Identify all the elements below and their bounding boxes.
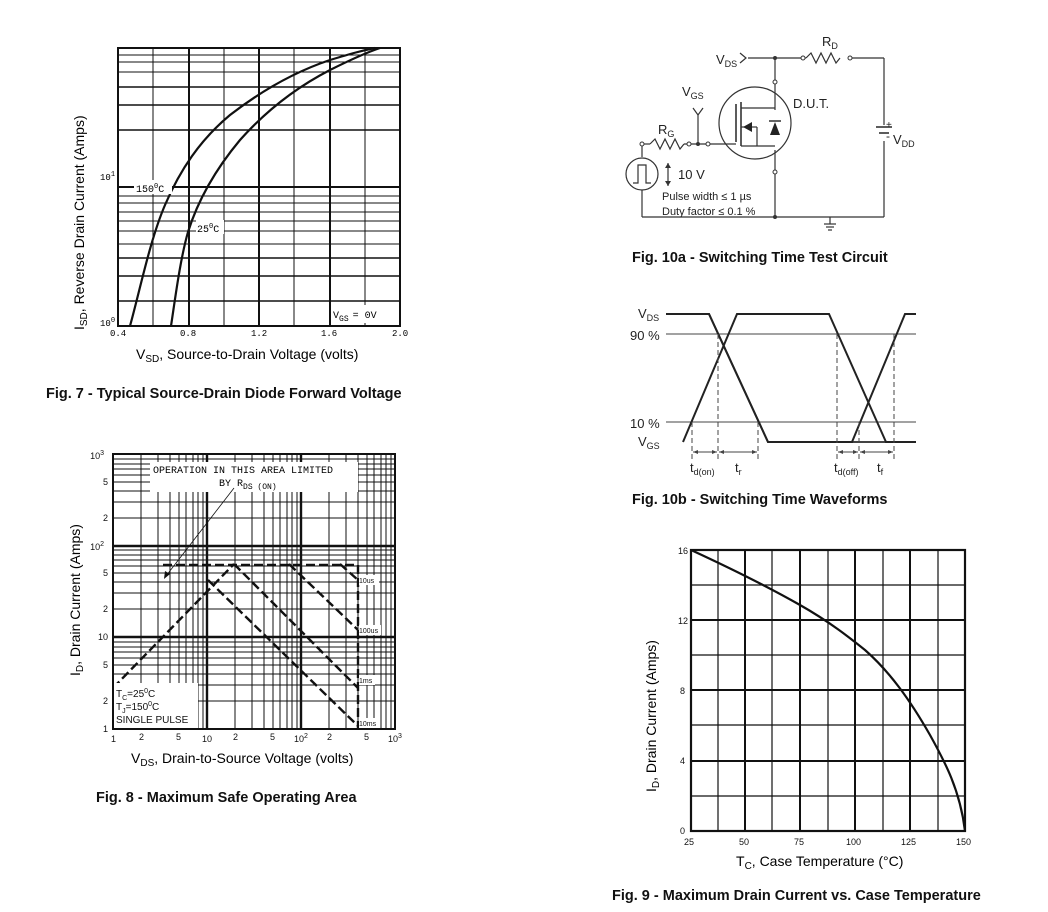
fig9-ytick: 0 [680,826,686,836]
fig7-chart [0,0,480,420]
fig9-xlabel: $T_C$, Case Temperature (°C) [736,853,904,872]
fig8-ytick: 5 [102,477,108,487]
tc-condition: $T_C=25^0C$ [116,688,156,702]
fig8-xlabel: $V_{DS}$, Drain-to-Source Voltage (volts) [131,750,354,769]
fig7-xlabel: $V_{SD}$, Source-to-Drain Voltage (volts) [136,346,359,365]
fig7-xtick: 2.0 [392,329,409,339]
rds-on-annotation: OPERATION IN THIS AREA LIMITED [153,466,334,477]
rg-label: $R_G$ [658,122,675,139]
fig9-xtick: 50 [739,837,750,847]
fig8-ytick: 5 [102,568,108,578]
diode-icon [770,122,780,135]
fig8-chart [0,440,480,820]
fig10b-caption: Fig. 10b - Switching Time Waveforms [632,492,888,508]
fig8-ytick: $10^2$ [90,541,104,552]
fig8-ytick: 2 [102,696,108,706]
fig9-plot [600,530,1048,912]
fig9-xtick: 150 [956,837,972,847]
vgs-condition-label: $V_{GS} = 0V$ [333,311,377,324]
fig7-xtick: 0.4 [110,329,127,339]
curve-25c-label: $25^0C$ [197,223,220,236]
vgs-node-label: $V_{GS}$ [682,84,704,101]
pulse-label-100us: 100us [359,628,379,635]
fig9-ytick: 16 [678,546,689,556]
fig9-ytick: 4 [680,756,686,766]
fig8-ytick: $10^3$ [90,450,104,461]
fig8-ytick: 1 [102,724,108,734]
battery-plus: + [886,120,892,131]
dut-label: D.U.T. [793,96,830,111]
single-pulse-condition: SINGLE PULSE [116,715,189,726]
tj-condition: $T_J=150^0C$ [116,701,160,715]
vds-node-label: $V_{DS}$ [716,52,738,69]
fig8-xtick: 1 [111,734,117,744]
fig8-xtick: $10^2$ [294,733,308,744]
fig10a-caption: Fig. 10a - Switching Time Test Circuit [632,250,888,266]
pulse-label-10ms: 10ms [359,721,377,728]
fig8-caption: Fig. 8 - Maximum Safe Operating Area [96,790,357,806]
vdd-label: $V_{DD}$ [893,132,915,149]
fig9-xtick: 25 [684,837,695,847]
duty-factor-spec: Duty factor ≤ 0.1 % [662,206,756,218]
fig7-ytick-10: $10^1$ [100,171,116,183]
fig8-xtick: 2 [327,732,333,742]
rd-label: $R_D$ [822,34,838,51]
vds-waveform-label: $V_{DS}$ [638,306,660,323]
fig9-xtick: 125 [901,837,917,847]
fig9-xtick: 75 [794,837,805,847]
fig9-ytick: 12 [678,616,689,626]
pulse-amplitude: 10 V [678,167,705,182]
tr-label: $t_r$ [735,460,742,477]
fig9-caption: Fig. 9 - Maximum Drain Current vs. Case Temperature [612,888,981,904]
pulse-label-1ms: 1ms [359,678,373,685]
fig10a-circuit [600,20,1040,280]
fig8-xtick: 5 [364,732,370,742]
td-on-label: $t_{d(on)}$ [690,460,715,477]
fig8-xtick: 2 [233,732,239,742]
fig9-chart [600,530,1048,912]
fig8-plot [0,440,480,820]
fig8-xtick: 5 [270,732,276,742]
fig8-xtick: 2 [139,732,145,742]
switching-waveforms [620,290,940,520]
fig7-xtick: 1.6 [321,329,338,339]
switching-test-circuit [600,20,1040,280]
fig9-ylabel: $I_D$, Drain Current (Amps) [643,640,662,792]
fig7-ytick-1: $10^0$ [100,317,116,329]
fig7-xtick: 1.2 [251,329,268,339]
fig8-xtick: 5 [176,732,182,742]
fig8-ylabel: $I_D$, Drain Current (Amps) [67,524,86,676]
rds-on-annotation-line2: BY $R_{DS (ON)}$ [219,479,277,492]
tf-label: $t_f$ [877,460,884,477]
fig8-ytick: 10 [97,632,108,642]
fig8-xtick: 10 [202,734,213,744]
curve-150c-label: $150^0C$ [136,183,165,196]
td-off-label: $t_{d(off)}$ [834,460,859,477]
fig7-xtick: 0.8 [180,329,197,339]
10-percent-label: 10 % [630,416,660,431]
pulse-width-spec: Pulse width ≤ 1 µs [662,191,752,203]
fig8-xtick: $10^3$ [388,733,402,744]
90-percent-label: 90 % [630,328,660,343]
fig8-ytick: 5 [102,660,108,670]
fig8-ytick: 2 [102,604,108,614]
fig9-xtick: 100 [846,837,862,847]
fig10b-waveforms [620,290,940,520]
fig7-caption: Fig. 7 - Typical Source-Drain Diode Forward Voltage [46,386,402,402]
vgs-waveform-label: $V_{GS}$ [638,434,660,451]
fig7-plot [0,0,480,420]
fig7-ylabel: $I_{SD}$, Reverse Drain Current (Amps) [71,115,90,330]
battery-minus: - [886,129,890,143]
pulse-label-10us: 10us [359,578,375,585]
fig9-ytick: 8 [680,686,686,696]
fig8-ytick: 2 [102,513,108,523]
